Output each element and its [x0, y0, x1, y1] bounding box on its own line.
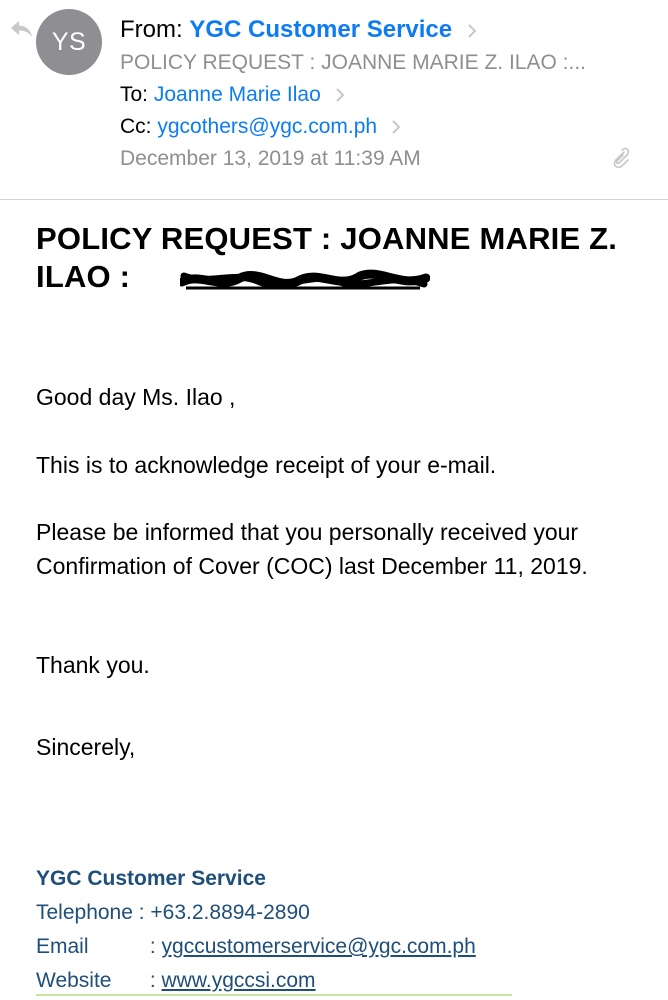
signature-email-link[interactable]: ygccustomerservice@ygc.com.ph: [161, 935, 476, 958]
signature-email-row: [36, 932, 476, 962]
signature-website-row: [36, 966, 316, 996]
sender-name[interactable]: YGC Customer Service: [189, 16, 453, 43]
from-label: From:: [120, 16, 183, 43]
signature-website-link[interactable]: www.ygccsi.com: [161, 969, 316, 992]
signature-divider: [36, 994, 512, 996]
email-separator: :: [144, 935, 162, 958]
message-title: POLICY REQUEST : JOANNE MARIE Z. ILAO :: [36, 221, 618, 294]
cc-row[interactable]: [120, 114, 401, 140]
from-row[interactable]: [120, 16, 477, 44]
to-label: To:: [120, 83, 149, 106]
subject-preview: POLICY REQUEST : JOANNE MARIE Z. ILAO :...: [120, 51, 586, 74]
closing-text: Sincerely,: [36, 734, 136, 760]
cc-email[interactable]: ygcothers@ygc.com.ph: [157, 115, 378, 138]
signature-telephone: Telephone : +63.2.8894-2890: [36, 901, 310, 924]
recipient-name[interactable]: Joanne Marie Ilao: [153, 83, 321, 106]
to-row[interactable]: [120, 82, 345, 108]
chevron-right-icon: [335, 88, 345, 102]
chevron-right-icon: [467, 24, 477, 38]
redaction-scribble: [180, 262, 430, 298]
info-paragraph: Please be informed that you personally received your Confirmation of Cover (COC) last December 11, 2019.: [36, 519, 588, 579]
avatar[interactable]: [36, 9, 102, 75]
header-divider: [0, 199, 668, 200]
signature-name: YGC Customer Service: [36, 867, 266, 890]
cc-label: Cc:: [120, 115, 152, 138]
email-header: [0, 0, 668, 200]
email-label: Email: [36, 935, 89, 958]
date-text: December 13, 2019 at 11:39 AM: [120, 147, 421, 170]
greeting-text: Good day Ms. Ilao ,: [36, 384, 236, 410]
avatar-initials: YS: [51, 27, 87, 56]
thanks-text: Thank you.: [36, 652, 150, 678]
reply-arrow-icon[interactable]: [8, 18, 34, 40]
paperclip-icon[interactable]: [610, 146, 630, 170]
website-separator: :: [144, 969, 162, 992]
acknowledgment-text: This is to acknowledge receipt of your e-mail.: [36, 452, 497, 478]
website-label: Website: [36, 969, 112, 992]
chevron-right-icon: [391, 120, 401, 134]
